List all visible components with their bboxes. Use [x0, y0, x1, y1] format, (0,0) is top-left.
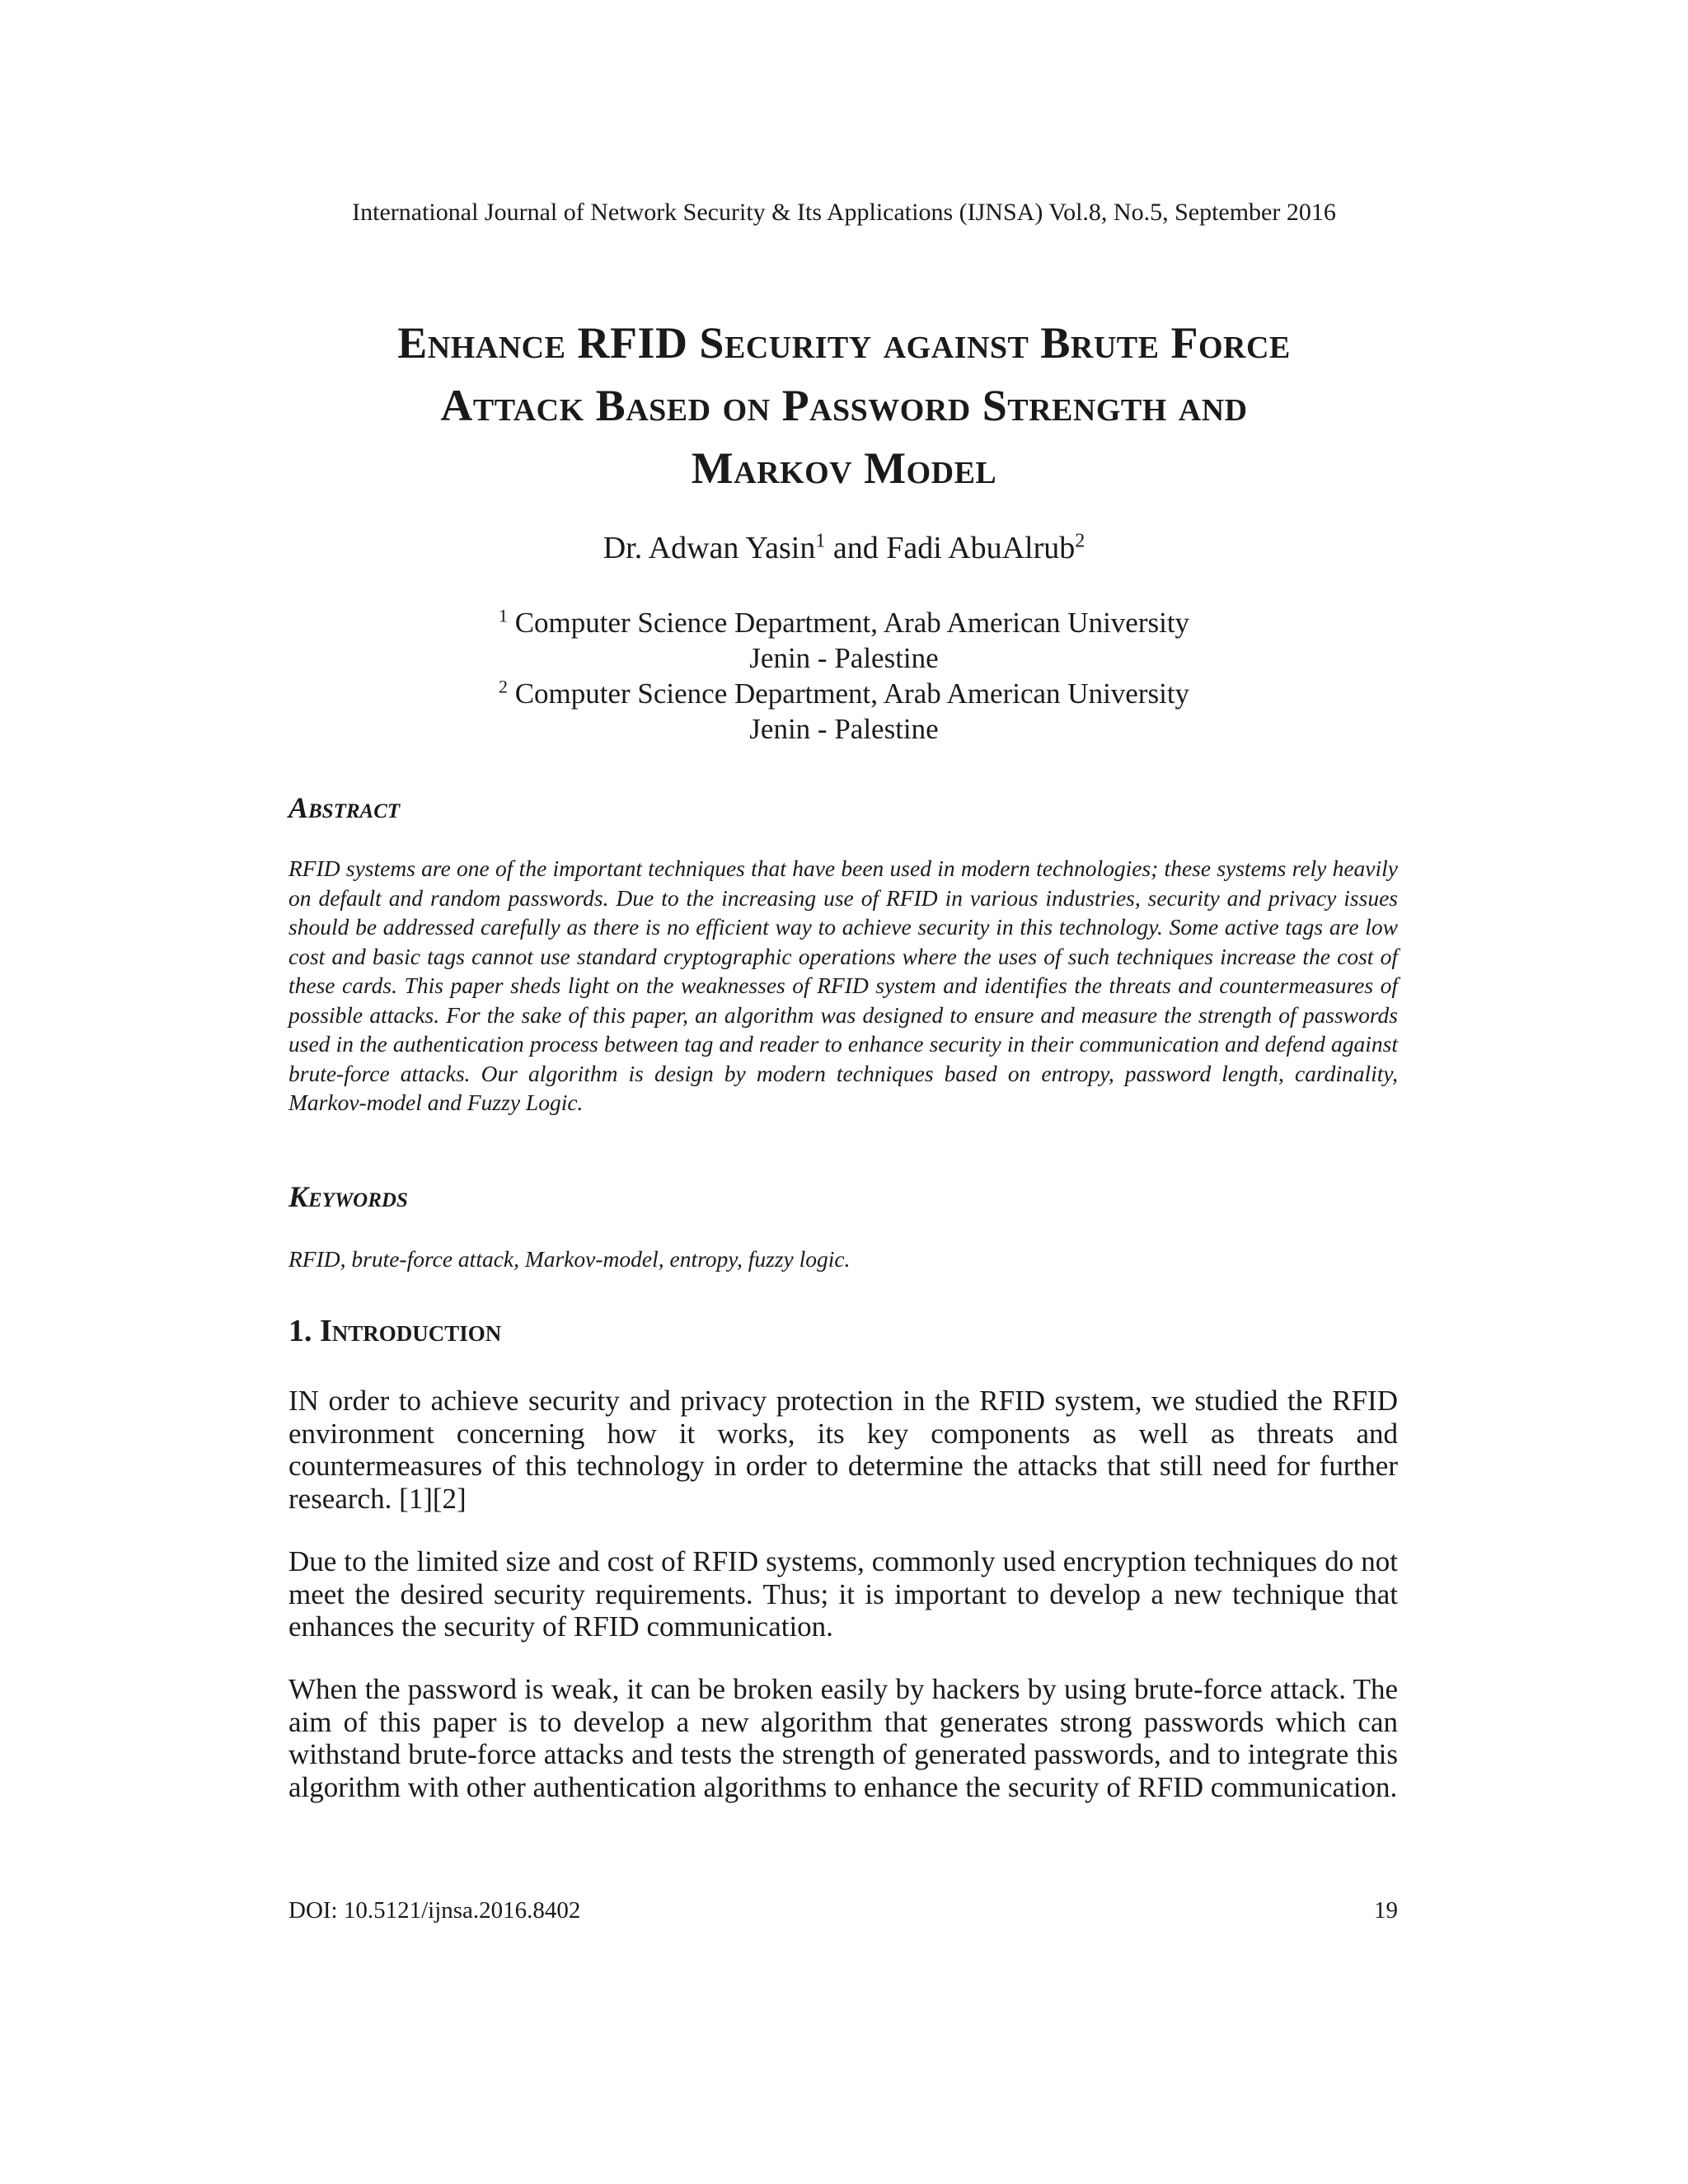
running-header: International Journal of Network Security & Its Applications (IJNSA) Vol.8, No.5, September 2016 — [352, 199, 1336, 226]
introduction-heading: 1. Introduction — [288, 1314, 502, 1348]
abstract-text: RFID systems are one of the important techniques that have been used in modern technologies; these systems rely heavily on default and random passwords. Due to the increasing use of RFID in various industries, security and privacy issues should be addressed carefully as there is no efficient way to achieve security in this technology. Some active tags are low cost and basic tags cannot use standard cryptographic operations where the uses of such techniques increase the cost of these cards. This paper sheds light on the weaknesses of RFID system and identifies the threats and countermeasures of possible attacks. For the sake of this paper, an algorithm was designed to ensure and measure the strength of passwords used in the authentication process between tag and reader to enhance security in their communication and defend against brute-force attacks. Our algorithm is design by modern techniques based on entropy, password length, cardinality, Markov-model and Fuzzy Logic. — [288, 855, 1398, 1115]
intro-paragraph-1: IN order to achieve security and privacy protection in the RFID system, we studied the RFID environment concerning how it works, its key components as well as threats and countermeasures of this technology in order to determine the attacks that still need for further research. [1][2] — [288, 1385, 1398, 1515]
author-line — [0, 527, 1688, 569]
affiliation-1-sup: 1 — [498, 605, 508, 626]
abstract-heading: Abstract — [288, 791, 401, 824]
affiliation-2-dept-line — [0, 676, 1688, 711]
affiliation-2-sup: 2 — [498, 676, 508, 697]
author-1: Dr. Adwan Yasin — [603, 531, 816, 565]
affiliation-2-location: Jenin - Palestine — [749, 713, 939, 745]
intro-paragraph-2: Due to the limited size and cost of RFID systems, commonly used encryption techniques do not meet the desired security requirements. Thus; it is important to develop a new technique that enhances the security of RFID communication. — [288, 1545, 1398, 1643]
intro-paragraph-3: When the password is weak, it can be broken easily by hackers by using brute-force attack. The aim of this paper is to develop a new algorithm that generates strong passwords which can withstand brute-force attacks and tests the strength of generated passwords, and to integrate this algorithm with other authentication algorithms to enhance the security of RFID communication. — [288, 1673, 1398, 1803]
title-line-3: Markov Model — [691, 443, 997, 493]
keywords-heading: Keywords — [288, 1180, 408, 1213]
title-line-2: Attack Based on Password Strength and — [440, 381, 1248, 430]
title-line-1: Enhance RFID Security against Brute Force — [397, 318, 1291, 368]
author-joiner: and — [825, 531, 887, 565]
footer-page-number: 19 — [1374, 1897, 1398, 1924]
affiliation-1-dept-line — [0, 605, 1688, 640]
author-2-sup: 2 — [1075, 530, 1085, 552]
footer-doi: DOI: 10.5121/ijnsa.2016.8402 — [288, 1897, 581, 1924]
affiliation-2-dept: Computer Science Department, Arab American University — [514, 677, 1190, 710]
affiliation-1-location: Jenin - Palestine — [749, 642, 939, 674]
author-1-sup: 1 — [815, 530, 826, 552]
paper-title — [206, 312, 1482, 499]
author-2: Fadi AbuAlrub — [886, 531, 1076, 565]
affiliations — [0, 605, 1688, 747]
affiliation-1-dept: Computer Science Department, Arab American University — [514, 607, 1190, 639]
keywords-text: RFID, brute-force attack, Markov-model, entropy, fuzzy logic. — [288, 1246, 851, 1272]
